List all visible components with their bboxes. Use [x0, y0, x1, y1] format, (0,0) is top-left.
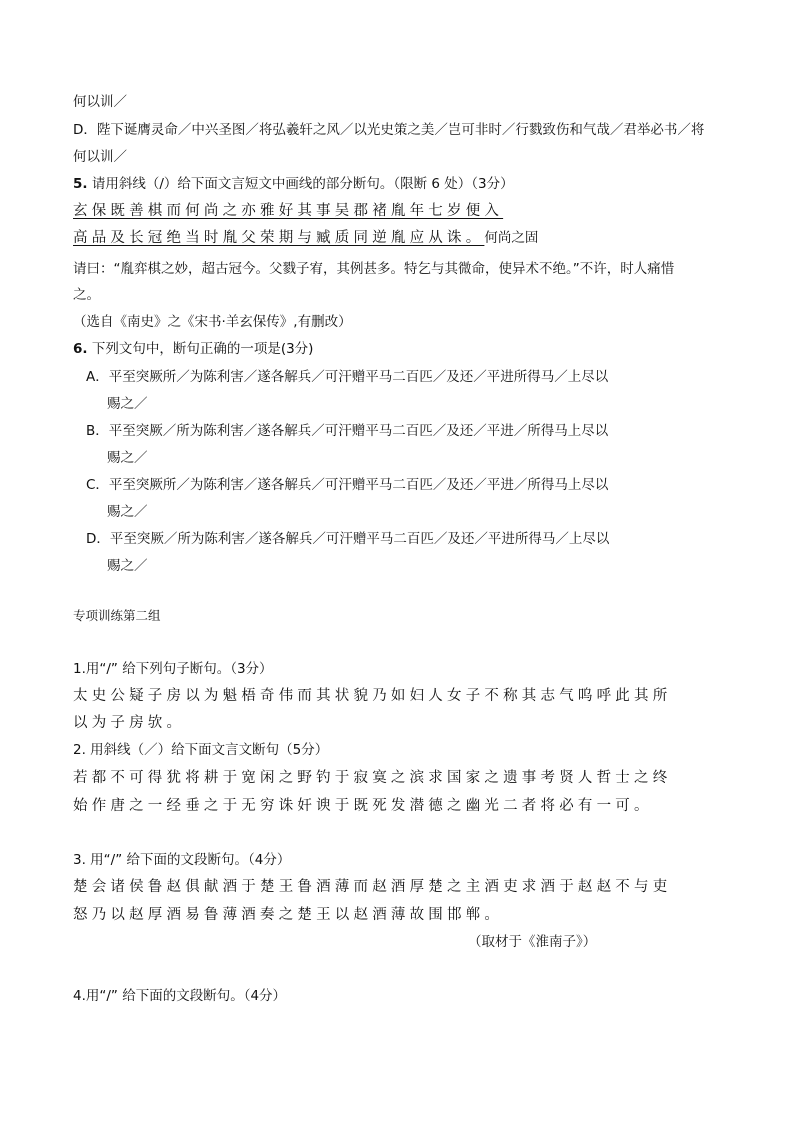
group2-question-3-source: （取材于《淮南子》） [468, 934, 597, 950]
group2-question-3-passage-1: 楚会诸侯鲁赵俱献酒于楚王鲁酒薄而赵酒厚楚之主酒吏求酒于赵赵不与吏 [73, 879, 672, 895]
group2-question-3-passage-2: 怒乃以赵厚酒易鲁薄酒奏之楚王以赵酒薄故围邯郸。 [73, 907, 504, 923]
question-6-option-b: B．平至突厥／所为陈利害／遂各解兵／可汗赠平马二百匹／及还／平进／所得马上尽以 [86, 423, 609, 439]
question-6-option-c: C．平至突厥所／为陈利害／遂各解兵／可汗赠平马二百匹／及还／平进／所得马上尽以 [86, 477, 609, 493]
group2-question-1-passage-2: 以为子房欤。 [73, 715, 186, 731]
group2-question-2-passage-2: 始作唐之一经垂之于无穷诛奸谀于既死发潜德之幽光二者将必有一可。 [73, 798, 653, 814]
line-option-d-end: 何以训／ [73, 149, 127, 165]
section-heading-group-2: 专项训练第二组 [73, 608, 161, 623]
question-6-option-c-cont: 赐之／ [107, 504, 148, 520]
question-5-passage-line-3: 请曰：“胤弈棋之妙，超古冠今。父戮子宥，其例甚多。特乞与其微命，使异术不绝。”不许，时人痛惜 [73, 261, 675, 277]
question-6-option-a-cont: 赐之／ [107, 396, 148, 412]
line-option-d: D．陛下诞膺灵命／中兴圣图／将弘羲轩之风／以光史策之美／岂可非时／行戮致伤和气哉／君举必书／将 [73, 122, 705, 138]
group2-question-3: 3. 用“/” 给下面的文段断句。（4分） [73, 852, 291, 868]
question-6-option-b-cont: 赐之／ [107, 450, 148, 466]
question-5-passage-plain-2: 何尚之固 [484, 230, 539, 246]
question-6-number: 6. [73, 341, 88, 357]
question-6-option-d: D．平至突厥／所为陈利害／遂各解兵／可汗赠平马二百匹／及还／平进所得马／上尽以 [86, 531, 610, 547]
question-6-prompt: 下列文句中，断句正确的一项是(3分) [87, 341, 314, 357]
question-5-number: 5. [73, 176, 88, 192]
question-5-source: （选自《南史》之《宋书·羊玄保传》,有删改） [73, 314, 352, 330]
group2-question-1-passage-1: 太史公疑子房以为魁梧奇伟而其状貌乃如妇人女子不称其志气呜呼此其所 [73, 688, 672, 704]
line-option-c-end: 何以训／ [73, 94, 127, 110]
question-5-passage-underlined-2: 高品及长冠绝当时胤父荣期与臧质同逆胤应从诛。 [73, 230, 485, 246]
question-6-heading [73, 339, 313, 359]
question-6-option-a: A．平至突厥所／为陈利害／遂各解兵／可汗赠平马二百匹／及还／平进所得马／上尽以 [86, 369, 609, 385]
group2-question-4: 4.用“/” 给下面的文段断句。（4分） [73, 988, 287, 1004]
question-5-passage-underlined-1: 玄保既善棋而何尚之亦雅好其事吴郡褚胤年七岁便入 [73, 203, 504, 219]
question-5-prompt: 请用斜线（/）给下面文言短文中画线的部分断句。（限断 6 处）（3分） [87, 176, 514, 192]
question-5-passage-line-2 [73, 228, 538, 248]
group2-question-2-passage-1: 若都不可得犹将耕于宽闲之野钓于寂寞之滨求国家之遗事考贤人哲士之终 [73, 770, 672, 786]
question-5-heading [73, 174, 514, 194]
question-5-passage-line-4: 之。 [73, 287, 100, 303]
group2-question-2: 2. 用斜线（／）给下面文言文断句（5分） [73, 742, 329, 758]
question-6-option-d-cont: 赐之／ [107, 558, 148, 574]
group2-question-1: 1.用“/” 给下列句子断句。（3分） [73, 661, 273, 677]
